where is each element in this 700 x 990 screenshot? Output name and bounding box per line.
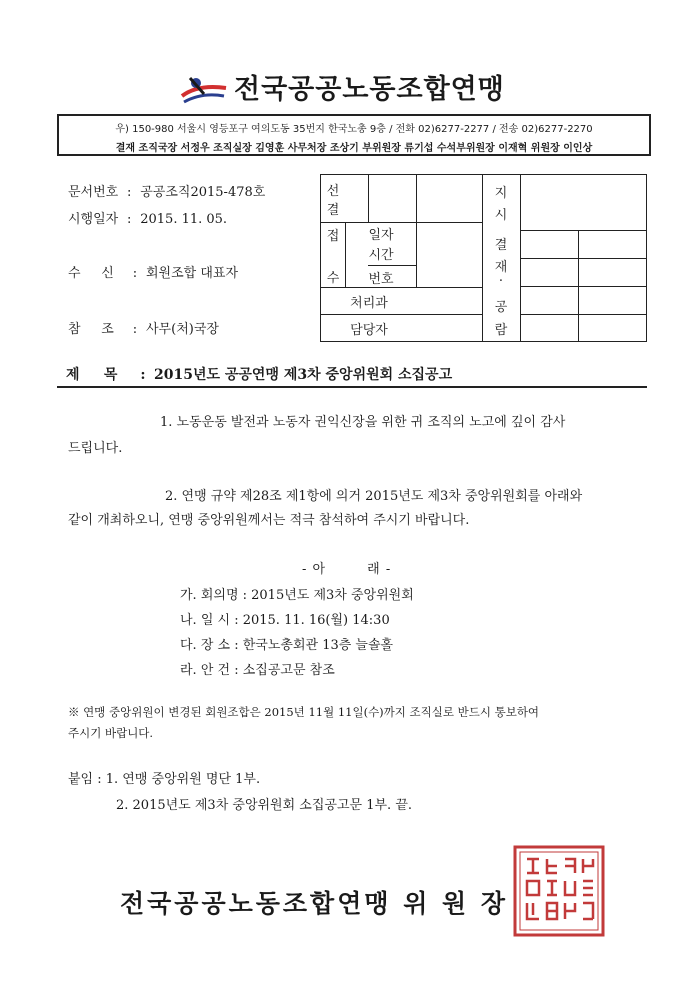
approval-grid xyxy=(320,174,648,342)
address-box xyxy=(57,114,651,156)
reference-value: 사무(처)국장 xyxy=(146,322,219,337)
si-label: 시 xyxy=(494,208,508,223)
reference-row xyxy=(68,318,219,337)
subject-row xyxy=(66,364,452,384)
paragraph-1-line-2: 드립니다. xyxy=(68,441,123,456)
number-cell-label: 번호 xyxy=(368,272,394,287)
federation-logo-icon xyxy=(178,74,230,106)
doc-number-value: 공공조직2015-478호 xyxy=(140,185,266,200)
organization-title: 전국공공노동조합연맹 xyxy=(234,74,505,105)
gyeoljae-char-4: 공 xyxy=(494,300,508,315)
gyeoljae-char-5: 람 xyxy=(494,323,508,338)
issue-date-value: 2015. 11. 05. xyxy=(140,212,228,227)
ji-label: 지 xyxy=(494,186,508,201)
time-cell-label: 시간 xyxy=(368,248,394,263)
doc-number-row xyxy=(68,181,265,200)
subject-label: 제 목 xyxy=(66,367,118,383)
notice-title: - 아 래 - xyxy=(302,562,392,577)
issue-date-label: 시행일자 xyxy=(68,212,119,227)
recipient-label: 수 신 xyxy=(68,266,114,281)
colon: : xyxy=(127,185,132,200)
seon-label: 선 xyxy=(326,184,340,199)
subject-value: 2015년도 공공연맹 제3차 중앙위원회 소집공고 xyxy=(154,367,453,383)
jeop-label: 접 xyxy=(326,229,340,244)
handling-dept-label: 처리과 xyxy=(350,296,388,311)
recipient-value: 회원조합 대표자 xyxy=(146,266,239,281)
person-in-charge-label: 담당자 xyxy=(350,323,388,338)
colon: : xyxy=(140,367,146,383)
reference-label: 참 조 xyxy=(68,322,114,337)
colon: : xyxy=(127,212,132,227)
issue-date-row xyxy=(68,208,227,227)
agenda-item-4: 라. 안 건 : 소집공고문 참조 xyxy=(180,663,335,678)
gyeoljae-char-2: 재 xyxy=(494,260,508,275)
agenda-item-2: 나. 일 시 : 2015. 11. 16(월) 14:30 xyxy=(180,613,390,628)
address-line: 우) 150-980 서울시 영등포구 여의도동 35번지 한국노총 9층 / 전화 02)6277-2277 / 전송 02)6277-2270 xyxy=(115,124,593,135)
approval-line: 결재 조직국장 서정우 조직실장 김영훈 사무처장 조상기 부위원장 류기섭 수석부위원장 이재혁 위원장 이인상 xyxy=(115,143,593,154)
paragraph-2-line-2: 같이 개최하오니, 연맹 중앙위원께서는 적극 참석하여 주시기 바랍니다. xyxy=(68,513,470,528)
colon: : xyxy=(132,322,138,337)
su-label: 수 xyxy=(326,271,340,286)
paragraph-2-line-1: 2. 연맹 규약 제28조 제1항에 의거 2015년도 제3차 중앙위원회를 아래와 xyxy=(165,489,583,504)
recipient-row xyxy=(68,262,238,281)
doc-number-label: 문서번호 xyxy=(68,185,119,200)
note-line-2: 주시기 바랍니다. xyxy=(68,726,154,740)
note-line-1: ※ 연맹 중앙위원이 변경된 회원조합은 2015년 11월 11일(수)까지 조직실로 반드시 통보하여 xyxy=(68,705,540,719)
attachment-2: 2. 2015년도 제3차 중앙위원회 소집공고문 1부. 끝. xyxy=(116,798,413,813)
signature-line: 전국공공노동조합연맹 위 원 장 xyxy=(120,889,509,918)
attachment-1: 붙임 : 1. 연맹 중앙위원 명단 1부. xyxy=(68,772,261,787)
gyeoljae-char-1: 결 xyxy=(494,238,508,253)
date-cell-label: 일자 xyxy=(368,228,394,243)
gyeoljae-char-3: · xyxy=(498,274,504,289)
colon: : xyxy=(132,266,138,281)
agenda-item-3: 다. 장 소 : 한국노총회관 13층 늘솔홀 xyxy=(180,638,394,653)
header-logo xyxy=(178,72,523,108)
paragraph-1-line-1: 1. 노동운동 발전과 노동자 권익신장을 위한 귀 조직의 노고에 깊이 감사 xyxy=(160,415,566,430)
agenda-item-1: 가. 회의명 : 2015년도 제3차 중앙위원회 xyxy=(180,588,414,603)
official-seal-icon xyxy=(513,845,605,937)
subject-divider xyxy=(57,386,647,388)
gyeol-label: 결 xyxy=(326,203,340,218)
